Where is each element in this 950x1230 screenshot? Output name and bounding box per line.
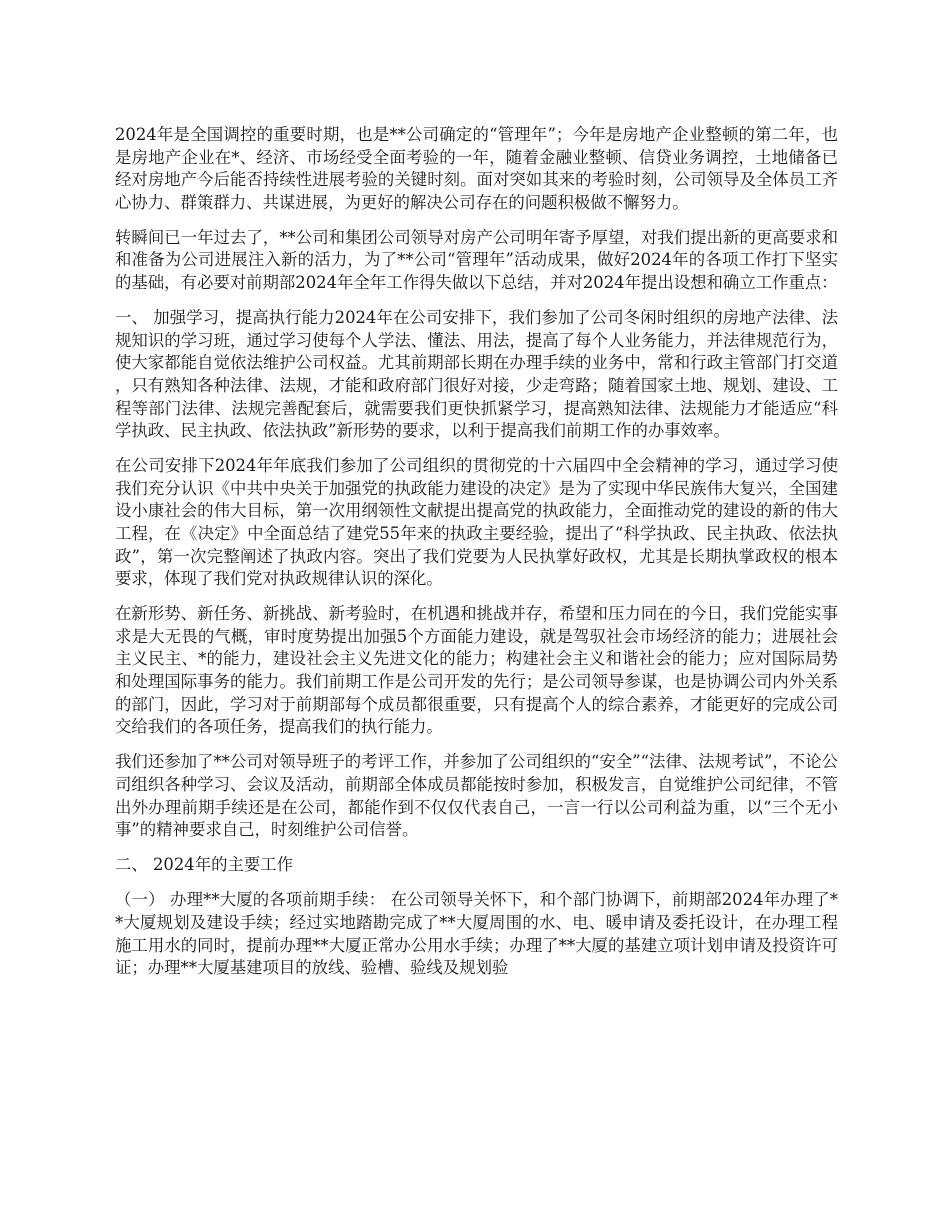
paragraph-section-1-study: 一、 加强学习，提高执行能力2024年在公司安排下，我们参加了公司冬闲时组织的房地产法律、法规知识的学习班，通过学习使每个人学法、懂法、用法，提高了每个人业务能力，并法律规范行为，使大家都能自觉依法维护公司权益。尤其前期部长期在办理手续的业务中，常和行政主管部门打交道，只有熟知各种法律、法规，才能和政府部门很好对接，少走弯路；随着国家土地、规划、建设、工程等部门法律、法规完善配套后，就需要我们更快抓紧学习，提高熟知法律、法规能力才能适应“科学执政、民主执政、依法执政”新形势的要求，以利于提高我们前期工作的办事效率。 — [115, 308, 838, 441]
section-heading-main-work: 二、 2024年的主要工作 — [115, 855, 294, 875]
paragraph-party-study: 在公司安排下2024年年底我们参加了公司组织的贯彻党的十六届四中全会精神的学习，通过学习使我们充分认识《中共中央关于加强党的执政能力建设的决定》是为了实现中华民族伟大复兴，全国建设小康社会的伟大目标，第一次用纲领性文献提出提高党的执政能力，全面推动党的建设的新的伟大工程，在《决定》中全面总结了建党55年来的执政主要经验，提出了“科学执政、民主执政、依法执政”，第一次完整阐述了执政内容。突出了我们党要为人民执掌好政权，尤其是长期执掌政权的根本要求，体现了我们党对执政规律认识的深化。 — [115, 456, 838, 589]
paragraph-intro: 2024年是全国调控的重要时期，也是**公司确定的“管理年”；今年是房地产企业整顿的第二年，也是房地产企业在*、经济、市场经受全面考验的一年，随着金融业整顿、信贷业务调控，土地储备已经对房地产今后能否持续性进展考验的关键时刻。面对突如其来的考验时刻，公司领导及全体员工齐心协力、群策群力、共谋进展，为更好的解决公司存在的问题积极做不懈努力。 — [115, 125, 838, 212]
paragraph-building-procedures: （一） 办理**大厦的各项前期手续： 在公司领导关怀下，和个部门协调下，前期部2024年办理了**大厦规划及建设手续；经过实地踏勘完成了**大厦周围的水、电、暖申请及委托设计，在办理工程施工用水的同时，提前办理**大厦正常办公用水手续；办理了**大厦的基建立项计划申请及投资许可证；办理**大厦基建项目的放线、验槽、验线及规划验 — [115, 890, 838, 978]
paragraph-evaluation: 我们还参加了**公司对领导班子的考评工作，并参加了公司组织的“安全”“法律、法规考试”，不论公司组织各种学习、会议及活动，前期部全体成员都能按时参加，积极发言，自觉维护公司纪律，不管出外办理前期手续还是在公司，都能作到不仅仅代表自己，一言一行以公司利益为重，以“三个无小事”的精神要求自己，时刻维护公司信誉。 — [115, 752, 838, 840]
paragraph-summary-purpose: 转瞬间已一年过去了，**公司和集团公司领导对房产公司明年寄予厚望，对我们提出新的更高要求和和准备为公司进展注入新的活力，为了**公司“管理年”活动成果，做好2024年的各项工作打下坚实的基础，有必要对前期部2024年全年工作得失做以下总结，并对2024年提出设想和确立工作重点： — [115, 227, 838, 293]
document-body — [115, 124, 838, 992]
paragraph-new-situation: 在新形势、新任务、新挑战、新考验时，在机遇和挑战并存，希望和压力同在的今日，我们党能实事求是大无畏的气概，审时度势提出加强5个方面能力建设，就是驾驭社会市场经济的能力；进展社会主义民主、*的能力，建设社会主义先进文化的能力；构建社会主义和谐社会的能力；应对国际局势和处理国际事务的能力。我们前期工作是公司开发的先行；是公司领导参谋，也是协调公司内外关系的部门，因此，学习对于前期部每个成员都很重要，只有提高个人的综合素养，才能更好的完成公司交给我们的各项任务，提高我们的执行能力。 — [115, 604, 838, 737]
